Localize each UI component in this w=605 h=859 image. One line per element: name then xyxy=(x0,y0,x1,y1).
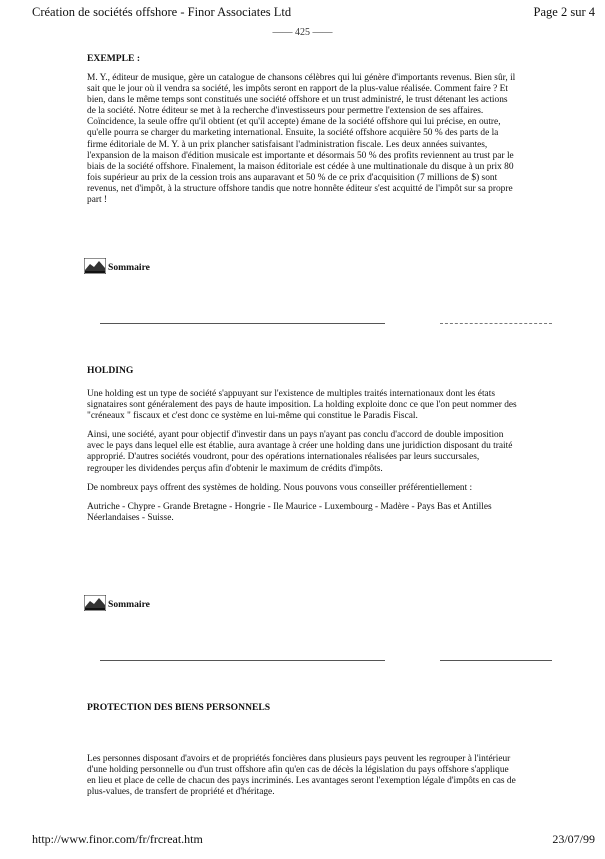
footer-date: 23/07/99 xyxy=(552,832,595,846)
holding-paragraph: Ainsi, une société, ayant pour objectif d'investir dans un pays n'ayant pas conclu d'accord de double imposition avec le pays dans lequel elle est établie, aura avantage à créer une holding dans une juridiction disposant du traité approprié. D'autres sociétés voudront, pour des opérations internationales réalisées par leurs succursales, regrouper les dividendes perçus afin d'obtenir le maximum de crédits d'impôts. xyxy=(87,430,513,474)
sommaire-label: Sommaire xyxy=(108,599,150,610)
page-indicator: Page 2 sur 4 xyxy=(533,5,595,19)
protection-heading: PROTECTION DES BIENS PERSONNELS xyxy=(87,702,271,713)
holding-paragraph: De nombreux pays offrent des systèmes de holding. Nous pouvons vous conseiller préférentiellement : xyxy=(87,482,473,493)
divider xyxy=(100,660,385,661)
sommaire-label: Sommaire xyxy=(108,262,150,273)
page-number-value: 425 xyxy=(295,27,310,38)
footer-url: http://www.finor.com/fr/frcreat.htm xyxy=(32,832,203,846)
sommaire-link-2[interactable] xyxy=(84,595,150,611)
holding-countries: Autriche - Chypre - Grande Bretagne - Hongrie - Ile Maurice - Luxembourg - Madère - Pays Bas et Antilles Néerlandaises - Suisse. xyxy=(87,501,492,523)
exemple-heading: EXEMPLE : xyxy=(87,53,141,64)
page-number: —— 425 —— xyxy=(272,27,333,38)
print-footer xyxy=(32,832,595,847)
protection-paragraph: Les personnes disposant d'avoirs et de propriétés foncières dans plusieurs pays peuvent les regrouper à l'intérieur d'une holding personnelle ou d'un trust offshore afin qu'en cas de décès la législation du pays offshore s'applique en lieu et place de celle de chacun des pays incriminés. Les avantages seront l'exemption légale d'impôts en cas de plus-values, de transfert de propriété et d'héritage. xyxy=(87,754,516,798)
document-title: Création de sociétés offshore - Finor Associates Ltd xyxy=(32,5,292,19)
holding-paragraph: Une holding est un type de société s'appuyant sur l'existence de multiples traités internationaux dont les états signataires sont généralement des pays de haute imposition. La holding exploite donc ce que l'on peut nommer des "créneaux " fiscaux et c'est donc ce système en lui-même qui constitue le Paradis Fiscal. xyxy=(87,389,517,422)
print-header xyxy=(32,5,595,20)
divider xyxy=(440,323,552,324)
divider xyxy=(100,323,385,324)
divider xyxy=(440,660,552,661)
exemple-section xyxy=(87,73,517,214)
protection-section xyxy=(87,754,517,806)
sommaire-link-1[interactable] xyxy=(84,258,150,274)
sommaire-icon xyxy=(84,258,106,274)
exemple-text: M. Y., éditeur de musique, gère un catalogue de chansons célèbres qui lui génère d'importants revenus. Bien sûr, il sait que le jour où il vendra sa société, les impôts seront en rapport de la plus-value réalisée. Comment faire ? Et bien, dans le même temps sont constitués une société offshore et un trust administré, le trust détenant les actions de la société. Notre éditeur se met à la recherche d'investisseurs pour permettre l'extension de ses affaires. Coïncidence, la seule offre qu'il obtient (et qu'il accepte) émane de la société offshore qui lui précise, en outre, qu'elle pourra se charger du marketing international. Ensuite, la société offshore acquière 50 % des parts de la firme éditoriale de M. Y. à un prix plancher satisfaisant l'administration fiscale. Les deux années suivantes, l'expansion de la maison d'édition musicale est importante et désormais 50 % des profits reviennent au trust par le biais de la société offshore. Finalement, la maison éditoriale est cédée à une multinationale du disque à un prix 80 fois supérieur au prix de la cession trois ans auparavant et 50 % de ce prix d'acquisition (7 millions de $) sont revenus, net d'impôt, à la structure offshore tandis que notre honnête éditeur s'est acquitté de l'impôt sur sa propre part ! xyxy=(87,73,516,206)
holding-heading: HOLDING xyxy=(87,365,134,376)
holding-section xyxy=(87,389,517,532)
sommaire-icon xyxy=(84,595,106,611)
